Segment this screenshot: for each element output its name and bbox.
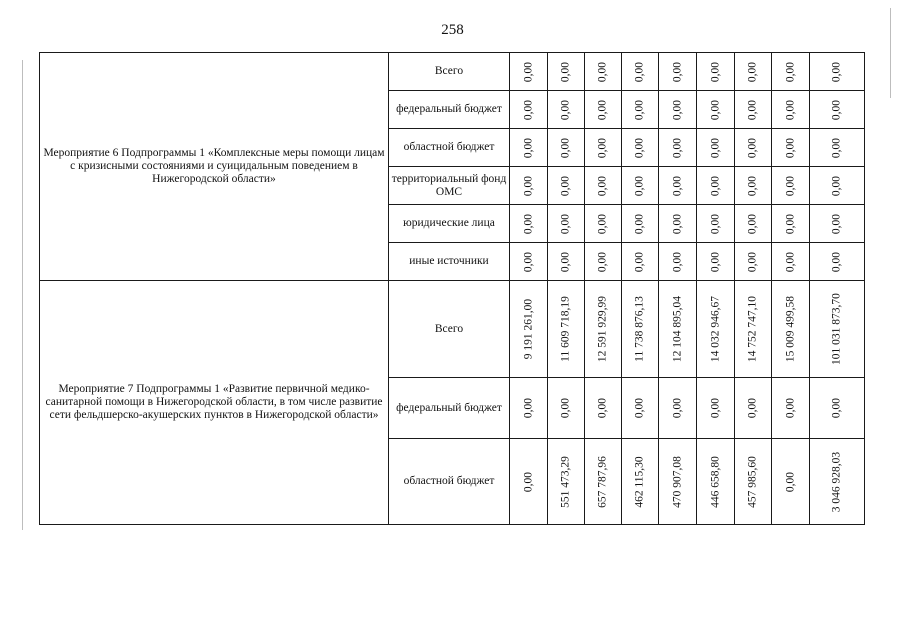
value-cell <box>697 378 735 439</box>
value-cell <box>659 167 697 205</box>
value-cell <box>585 439 622 525</box>
value-text: 0,00 <box>830 137 843 158</box>
page-number: 258 <box>441 22 464 38</box>
value-cell <box>585 378 622 439</box>
value-text: 0,00 <box>784 137 796 158</box>
table-row <box>40 53 865 91</box>
value-cell <box>622 167 659 205</box>
value-cell <box>810 53 865 91</box>
value-cell <box>585 91 622 129</box>
value-cell <box>510 439 548 525</box>
value-cell <box>810 243 865 281</box>
value-cell <box>622 205 659 243</box>
value-cell <box>772 243 810 281</box>
value-cell <box>772 281 810 378</box>
value-cell <box>659 439 697 525</box>
value-text: 0,00 <box>746 61 759 82</box>
value-text: 457 985,60 <box>746 455 759 508</box>
value-text: 0,00 <box>671 397 683 419</box>
measure-title: Мероприятие 7 Подпрограммы 1 «Развитие первичной медико-санитарной помощи в Нижегородской области, в том числе развитие сети фельдшерско-акушерских пунктов в Нижегородской области» <box>40 281 389 525</box>
value-cell <box>659 129 697 167</box>
value-text: 0,00 <box>746 175 759 196</box>
value-cell <box>697 281 735 378</box>
value-text: 551 473,29 <box>559 455 572 508</box>
value-cell <box>510 243 548 281</box>
value-cell <box>548 167 585 205</box>
funding-source: Всего <box>389 53 510 91</box>
value-cell <box>810 129 865 167</box>
value-text: 0,00 <box>671 137 683 158</box>
value-cell <box>735 129 772 167</box>
value-text: 0,00 <box>784 251 796 272</box>
value-text: 0,00 <box>830 213 843 234</box>
value-cell <box>510 378 548 439</box>
value-text: 0,00 <box>596 397 609 419</box>
value-cell <box>585 129 622 167</box>
value-cell <box>772 53 810 91</box>
table-row <box>40 281 865 378</box>
value-text: 0,00 <box>784 213 796 234</box>
value-text: 0,00 <box>709 251 721 272</box>
value-text: 0,00 <box>559 175 572 196</box>
value-cell <box>548 205 585 243</box>
value-cell <box>622 53 659 91</box>
value-text: 3 046 928,03 <box>830 451 843 512</box>
value-text: 0,00 <box>522 213 534 234</box>
value-cell <box>659 281 697 378</box>
value-cell <box>810 205 865 243</box>
value-cell <box>697 129 735 167</box>
value-text: 0,00 <box>522 175 534 196</box>
scan-margin-line <box>22 60 23 530</box>
measure-title: Мероприятие 6 Подпрограммы 1 «Комплексные меры помощи лицам с кризисными состояниями и суицидальным поведением в Нижегородской области» <box>40 53 389 281</box>
value-text: 0,00 <box>559 397 572 419</box>
value-cell <box>659 243 697 281</box>
value-text: 0,00 <box>559 213 572 234</box>
value-text: 0,00 <box>522 471 534 492</box>
value-cell <box>659 53 697 91</box>
value-text: 0,00 <box>671 251 683 272</box>
value-text: 0,00 <box>596 61 609 82</box>
value-text: 11 609 718,19 <box>559 296 572 362</box>
value-text: 462 115,30 <box>633 455 646 508</box>
value-cell <box>697 91 735 129</box>
value-text: 0,00 <box>709 397 721 419</box>
value-cell <box>510 129 548 167</box>
value-cell <box>697 439 735 525</box>
value-text: 0,00 <box>596 175 609 196</box>
value-text: 657 787,96 <box>596 455 609 508</box>
value-cell <box>735 281 772 378</box>
value-text: 9 191 261,00 <box>522 298 534 360</box>
value-text: 0,00 <box>559 61 572 82</box>
value-cell <box>810 167 865 205</box>
value-text: 12 104 895,04 <box>671 295 683 363</box>
value-cell <box>735 378 772 439</box>
value-cell <box>772 167 810 205</box>
value-text: 0,00 <box>671 213 683 234</box>
value-text: 0,00 <box>596 99 609 120</box>
value-cell <box>735 91 772 129</box>
value-cell <box>622 281 659 378</box>
value-text: 446 658,80 <box>709 455 721 508</box>
value-cell <box>659 91 697 129</box>
value-cell <box>735 53 772 91</box>
value-text: 0,00 <box>522 251 534 272</box>
value-cell <box>510 205 548 243</box>
funding-source: юридические лица <box>389 205 510 243</box>
value-cell <box>735 243 772 281</box>
value-cell <box>548 53 585 91</box>
value-cell <box>735 439 772 525</box>
value-text: 0,00 <box>709 213 721 234</box>
value-text: 470 907,08 <box>671 455 683 508</box>
value-cell <box>659 205 697 243</box>
value-text: 0,00 <box>709 175 721 196</box>
value-cell <box>548 243 585 281</box>
value-cell <box>622 91 659 129</box>
value-cell <box>548 281 585 378</box>
value-text: 11 738 876,13 <box>633 296 646 362</box>
value-text: 0,00 <box>596 137 609 158</box>
funding-source: иные источники <box>389 243 510 281</box>
value-cell <box>622 243 659 281</box>
value-text: 0,00 <box>596 251 609 272</box>
value-text: 0,00 <box>709 61 721 82</box>
value-cell <box>772 91 810 129</box>
value-cell <box>772 129 810 167</box>
value-cell <box>735 205 772 243</box>
value-cell <box>697 205 735 243</box>
scan-margin-line-right <box>890 8 891 98</box>
value-cell <box>622 129 659 167</box>
value-text: 0,00 <box>746 251 759 272</box>
value-text: 0,00 <box>522 61 534 82</box>
value-text: 0,00 <box>671 99 683 120</box>
value-text: 0,00 <box>830 99 843 120</box>
value-text: 0,00 <box>784 175 796 196</box>
value-text: 0,00 <box>671 61 683 82</box>
funding-source: Всего <box>389 281 510 378</box>
value-text: 0,00 <box>522 99 534 120</box>
value-cell <box>548 129 585 167</box>
value-cell <box>548 378 585 439</box>
value-cell <box>585 167 622 205</box>
value-text: 0,00 <box>830 175 843 196</box>
value-cell <box>810 281 865 378</box>
value-text: 15 009 499,58 <box>784 295 796 363</box>
value-text: 0,00 <box>746 397 759 419</box>
value-cell <box>510 167 548 205</box>
value-cell <box>622 378 659 439</box>
value-cell <box>622 439 659 525</box>
funding-source: областной бюджет <box>389 129 510 167</box>
value-cell <box>810 378 865 439</box>
value-text: 0,00 <box>559 251 572 272</box>
value-cell <box>548 91 585 129</box>
value-cell <box>585 53 622 91</box>
value-cell <box>772 378 810 439</box>
value-text: 0,00 <box>633 137 646 158</box>
value-cell <box>772 439 810 525</box>
value-text: 0,00 <box>522 137 534 158</box>
value-text: 0,00 <box>830 61 843 82</box>
value-text: 0,00 <box>522 397 534 419</box>
value-cell <box>585 281 622 378</box>
value-cell <box>810 91 865 129</box>
value-text: 0,00 <box>559 99 572 120</box>
value-text: 0,00 <box>784 397 796 419</box>
value-cell <box>697 243 735 281</box>
value-text: 0,00 <box>633 213 646 234</box>
value-cell <box>510 91 548 129</box>
value-text: 0,00 <box>633 175 646 196</box>
value-cell <box>810 439 865 525</box>
value-text: 0,00 <box>784 61 796 82</box>
value-text: 101 031 873,70 <box>830 293 843 365</box>
funding-source: федеральный бюджет <box>389 378 510 439</box>
funding-source: областной бюджет <box>389 439 510 525</box>
value-text: 0,00 <box>746 99 759 120</box>
value-text: 0,00 <box>784 99 796 120</box>
value-text: 0,00 <box>633 397 646 419</box>
value-cell <box>585 243 622 281</box>
value-text: 12 591 929,99 <box>596 295 609 363</box>
value-cell <box>585 205 622 243</box>
value-text: 0,00 <box>596 213 609 234</box>
value-cell <box>772 205 810 243</box>
value-text: 0,00 <box>633 61 646 82</box>
value-cell <box>510 281 548 378</box>
budget-table <box>39 52 865 525</box>
value-text: 0,00 <box>746 137 759 158</box>
value-text: 0,00 <box>709 137 721 158</box>
value-text: 0,00 <box>746 213 759 234</box>
funding-source: федеральный бюджет <box>389 91 510 129</box>
value-text: 14 032 946,67 <box>709 295 721 363</box>
funding-source: территориальный фонд ОМС <box>389 167 510 205</box>
value-text: 14 752 747,10 <box>746 295 759 363</box>
value-text: 0,00 <box>784 471 796 492</box>
value-text: 0,00 <box>671 175 683 196</box>
value-text: 0,00 <box>633 251 646 272</box>
value-cell <box>735 167 772 205</box>
value-text: 0,00 <box>709 99 721 120</box>
value-cell <box>697 53 735 91</box>
value-text: 0,00 <box>559 137 572 158</box>
value-cell <box>548 439 585 525</box>
value-text: 0,00 <box>633 99 646 120</box>
value-text: 0,00 <box>830 251 843 272</box>
value-cell <box>697 167 735 205</box>
value-cell <box>659 378 697 439</box>
value-text: 0,00 <box>830 397 843 419</box>
value-cell <box>510 53 548 91</box>
